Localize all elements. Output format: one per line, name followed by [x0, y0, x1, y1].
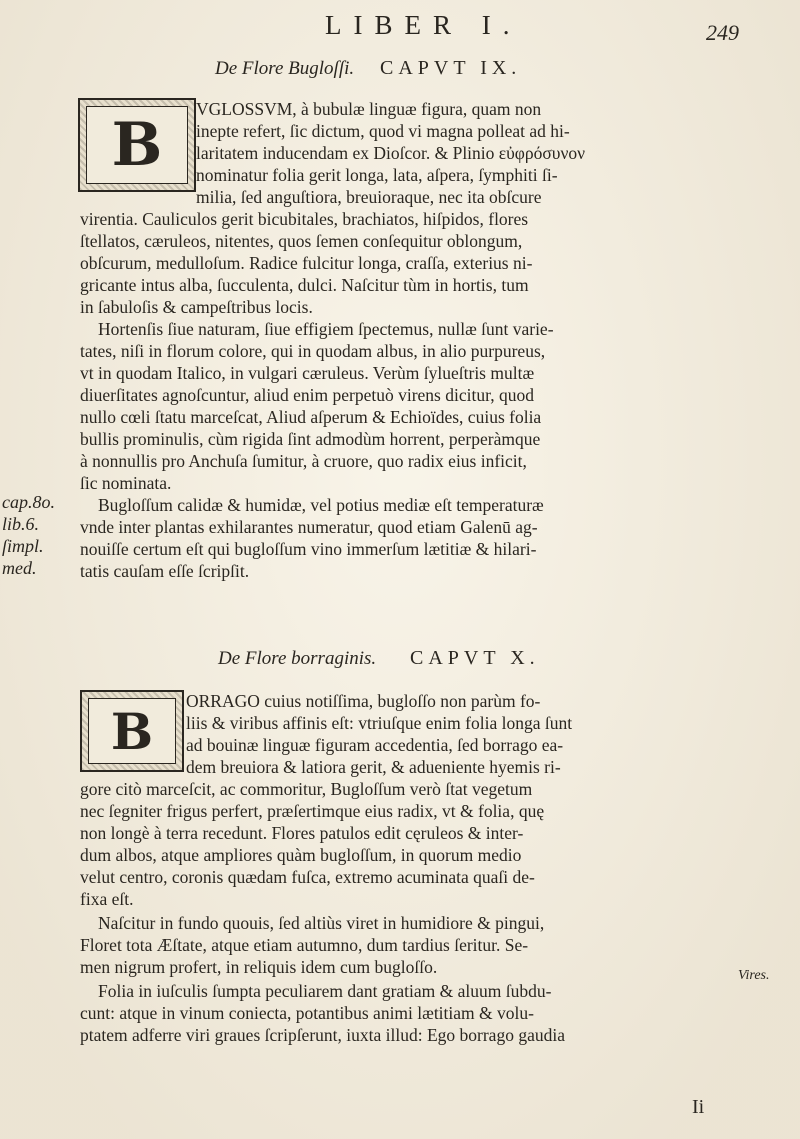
text-line: obſcurum, medulloſum. Radice fulcitur longa, craſſa, exterius ni- — [80, 253, 533, 273]
text-line: ad bouinæ linguæ figuram accedentia, ſed borrago ea- — [186, 735, 564, 755]
text-line: diuerſitates agnoſcuntur, aliud enim perpetuò virens dicitur, quod — [80, 385, 534, 405]
text-line: Naſcitur in fundo quouis, ſed altiùs viret in humidiore & pingui, — [98, 913, 545, 933]
signature-mark: Ii — [692, 1096, 705, 1118]
running-head — [0, 8, 800, 44]
text-line: bullis prominulis, cùm rigida ſint admodùm horrent, perperàmque — [80, 429, 541, 449]
text-line: Bugloſſum calidæ & humidæ, vel potius mediæ eſt temperaturæ — [98, 495, 544, 515]
text-line: fixa eſt. — [80, 889, 134, 909]
text-line: virentia. Cauliculos gerit bicubitales, brachiatos, hiſpidos, flores — [80, 209, 529, 229]
text-line: VGLOSSVM, à bubulæ linguæ figura, quam non — [196, 99, 542, 119]
text-line: nullo cœli ſtatu marceſcat, Aliud aſperum & Echioïdes, cuius folia — [80, 407, 542, 427]
margin-note-line: med. — [2, 558, 37, 578]
text-line: à nonnullis pro Anchuſa ſumitur, à cruore, quo radix eius inficit, — [80, 451, 527, 471]
margin-note-line: cap.8o. — [2, 492, 55, 512]
text-line: laritatem inducendam ex Dioſcor. & Plinio εὐφρόσυνον — [196, 143, 586, 163]
chapter-9-caput: CAPVT IX. — [380, 57, 522, 79]
text-line: inepte refert, ſic dictum, quod vi magna polleat ad hi- — [196, 121, 570, 141]
text-line: Hortenſis ſiue naturam, ſiue effigiem ſpectemus, nullæ ſunt varie- — [98, 319, 554, 339]
margin-note-line: lib.6. — [2, 514, 40, 534]
text-line: dem breuiora & latiora gerit, & adueniente hyemis ri- — [186, 757, 561, 777]
text-line: tates, niſi in florum colore, qui in quodam albus, in alio purpureus, — [80, 341, 546, 361]
text-line: cunt: atque in vinum coniecta, potantibus animi lætitiam & volu- — [80, 1003, 534, 1023]
text-line: Folia in iuſculis ſumpta peculiarem dant gratiam & aluum ſubdu- — [98, 981, 552, 1001]
margin-note-line: ſimpl. — [2, 536, 44, 556]
chapter-10-heading — [0, 646, 800, 678]
text-line: nouiſſe certum eſt qui bugloſſum vino immerſum lætitiæ & hilari- — [80, 539, 537, 559]
chapter-10-caput: CAPVT X. — [410, 647, 540, 669]
initial-letter: B — [88, 698, 176, 764]
text-line: ſic nominata. — [80, 473, 172, 493]
chapter-10-subject: De Flore borraginis. — [218, 648, 377, 669]
text-line: vt in quodam Italico, in vulgari cæruleus. Verùm ſylueſtris multæ — [80, 363, 535, 383]
text-line: milia, ſed anguſtiora, breuioraque, nec ita obſcure — [196, 187, 542, 207]
text-line: men nigrum profert, in reliquis idem cum bugloſſo. — [80, 957, 438, 977]
text-line: gore citò marceſcit, ac commoritur, Bugloſſum verò ſtat vegetum — [80, 779, 533, 799]
text-line: nec ſegniter frigus perfert, præſertimque eius radix, vt & folia, quę — [80, 801, 545, 821]
text-line: ptatem adferre viri graues ſcripſerunt, iuxta illud: Ego borrago gaudia — [80, 1025, 565, 1045]
text-line: in ſabuloſis & campeſtribus locis. — [80, 297, 313, 317]
chapter-9-subject: De Flore Bugloſſi. — [215, 58, 355, 79]
text-line: vnde inter plantas exhilarantes numeratur, quod etiam Galenū ag- — [80, 517, 538, 537]
text-line: velut centro, coronis quædam fuſca, extremo acuminata quaſi de- — [80, 867, 535, 887]
running-head-title: LIBER I. — [325, 10, 522, 40]
initial-letter: B — [86, 106, 188, 184]
text-line: liis & viribus affinis eſt: vtriuſque enim folia longa ſunt — [186, 713, 573, 733]
decorated-initial-b — [78, 98, 196, 192]
chapter-9-heading — [0, 56, 800, 88]
text-line: Floret tota Æſtate, atque etiam autumno, dum tardius ſeritur. Se- — [80, 935, 529, 955]
text-line: ORRAGO cuius notiſſima, bugloſſo non parùm fo- — [186, 691, 541, 711]
text-line: gricante intus alba, ſucculenta, dulci. Naſcitur tùm in hortis, tum — [80, 275, 529, 295]
text-line: dum albos, atque ampliores quàm bugloſſum, in quorum medio — [80, 845, 522, 865]
text-line: tatis cauſam eſſe ſcripſit. — [80, 561, 250, 581]
text-line: non longè à terra recedunt. Flores patulos edit cęruleos & inter- — [80, 823, 524, 843]
text-line: ſtellatos, cæruleos, nitentes, quos ſemen conſequitur oblongum, — [80, 231, 523, 251]
decorated-initial-b — [80, 690, 184, 772]
margin-note-vires: Vires. — [738, 968, 770, 983]
page-number: 249 — [706, 20, 739, 45]
text-line: nominatur folia gerit longa, lata, aſpera, ſymphiti ſi- — [196, 165, 558, 185]
